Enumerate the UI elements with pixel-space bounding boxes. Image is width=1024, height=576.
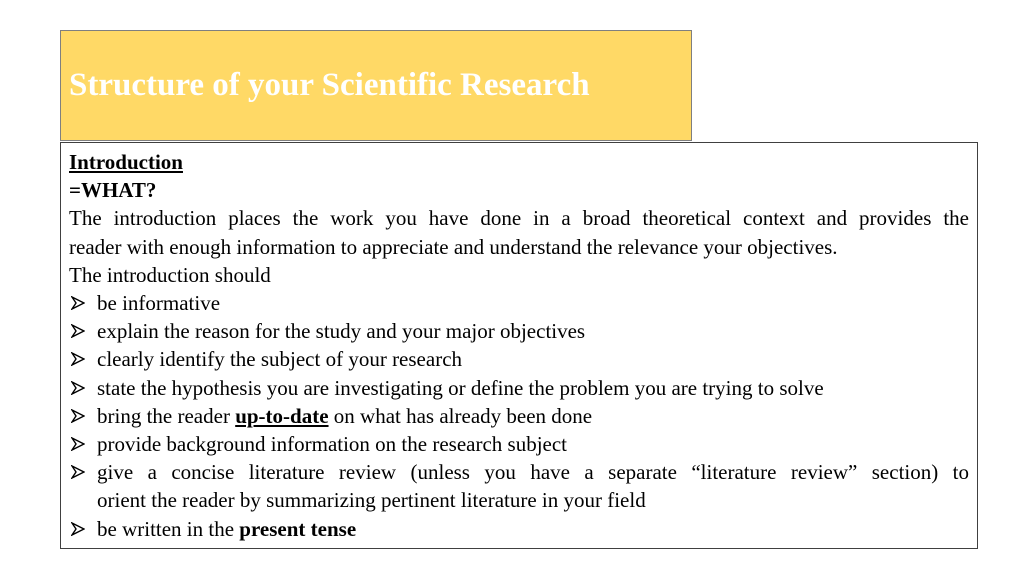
paragraph-line-1: The introduction places the work you have done in a broad theoretical context and provides the: [69, 206, 969, 231]
emphasis-present-tense: present tense: [239, 516, 357, 541]
arrowhead-bullet-icon: [71, 430, 89, 458]
bullet-item: [69, 515, 969, 543]
arrowhead-bullet-icon: [71, 374, 89, 402]
bullet-item: [69, 374, 969, 402]
bullet-text-pre: be written in the: [97, 516, 240, 541]
arrowhead-bullet-icon: [71, 289, 89, 317]
arrowhead-bullet-icon: [71, 515, 89, 543]
section-subheading: =WHAT?: [69, 178, 157, 203]
bullet-text: explain the reason for the study and your major objectives: [97, 319, 586, 344]
bullet-item: [69, 458, 969, 514]
title-banner: [60, 30, 692, 141]
bullet-text: be informative: [97, 291, 221, 316]
bullet-text: state the hypothesis you are investigating or define the problem you are trying to solve: [97, 375, 824, 400]
bullet-text: [97, 517, 356, 541]
bullet-text-pre: bring the reader: [97, 403, 236, 428]
bullet-item: [69, 317, 969, 345]
bullet-item: [69, 345, 969, 373]
content-box: [60, 142, 978, 549]
bullet-text-post: on what has already been done: [328, 403, 593, 428]
arrowhead-bullet-icon: [71, 458, 89, 486]
section-heading: Introduction: [69, 150, 183, 174]
bullet-text: clearly identify the subject of your research: [97, 347, 463, 372]
bullet-text: [97, 458, 969, 514]
emphasis-up-to-date: up-to-date: [235, 403, 329, 428]
arrowhead-bullet-icon: [71, 345, 89, 373]
arrowhead-bullet-icon: [71, 317, 89, 345]
bullet-item: [69, 289, 969, 317]
bullet-list: [69, 289, 969, 543]
bullet-item: [69, 430, 969, 458]
bullet-text-line-2: orient the reader by summarizing pertinent literature in your field: [97, 488, 646, 513]
arrowhead-bullet-icon: [71, 402, 89, 430]
bullet-text: [97, 404, 592, 428]
bullet-item: [69, 402, 969, 430]
bullet-text: provide background information on the research subject: [97, 432, 568, 457]
paragraph-line-2: reader with enough information to appreciate and understand the relevance your objectives.: [69, 234, 838, 259]
bullet-text-line-1: give a concise literature review (unless you have a separate “literature review” section) to: [97, 460, 969, 485]
slide-title: Structure of your Scientific Research: [69, 67, 590, 103]
bullet-lead: The introduction should: [69, 262, 271, 287]
